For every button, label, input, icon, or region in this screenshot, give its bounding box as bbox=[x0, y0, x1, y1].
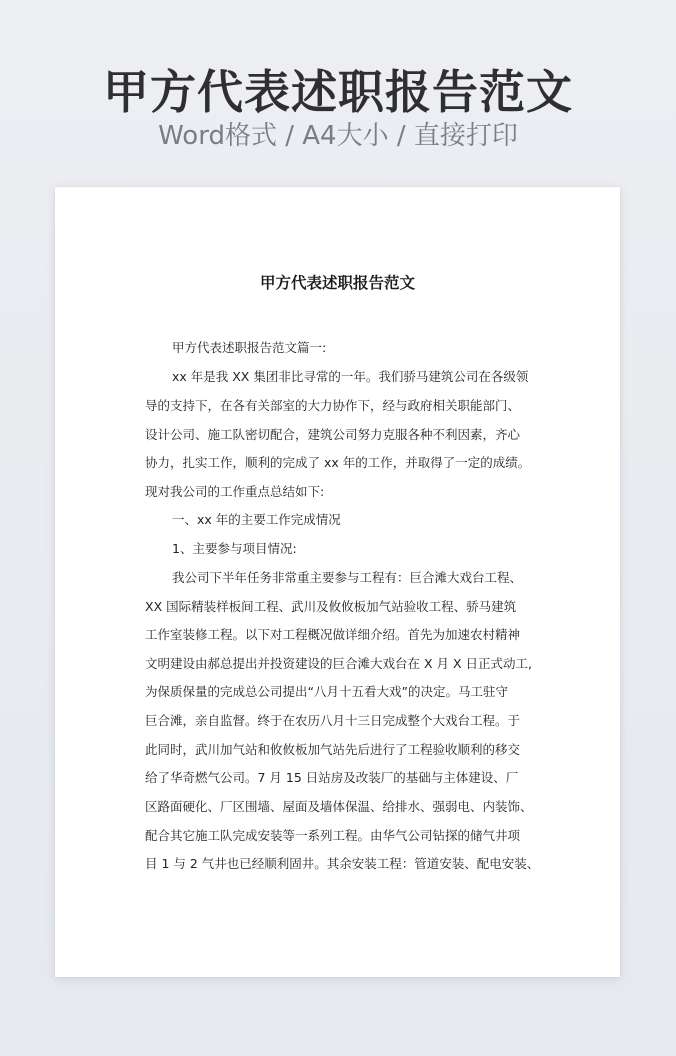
banner bbox=[0, 0, 676, 180]
paragraph-line: 区路面硬化、厂区围墙、屋面及墙体保温、给排水、强弱电、内装饰、 bbox=[145, 799, 533, 814]
banner-subtitle: Word格式 / A4大小 / 直接打印 bbox=[158, 121, 518, 151]
paragraph-line: 配合其它施工队完成安装等一系列工程。由华气公司钻探的储气井项 bbox=[145, 828, 521, 843]
paragraph-line: 协力，扎实工作，顺利的完成了 xx 年的工作，并取得了一定的成绩。 bbox=[145, 455, 531, 470]
paragraph-line: 导的支持下，在各有关部室的大力协作下，经与政府相关职能部门、 bbox=[145, 398, 521, 413]
paragraph-line: 巨合滩，亲自监督。终于在农历八月十三日完成整个大戏台工程。于 bbox=[145, 713, 521, 728]
banner-title: 甲方代表述职报告范文 bbox=[103, 65, 573, 119]
paragraph-line: 甲方代表述职报告范文篇一: bbox=[172, 340, 327, 355]
paragraph-line: 文明建设由郝总提出并投资建设的巨合滩大戏台在 X 月 X 日正式动工, bbox=[145, 656, 532, 671]
subsection-heading: 1、主要参与项目情况: bbox=[172, 541, 297, 556]
paragraph-line: 此同时，武川加气站和攸攸板加气站先后进行了工程验收顺利的移交 bbox=[145, 742, 521, 757]
paragraph-line: 我公司下半年任务非常重主要参与工程有：巨合滩大戏台工程、 bbox=[172, 570, 523, 585]
paragraph-line: xx 年是我 XX 集团非比寻常的一年。我们骄马建筑公司在各级领 bbox=[172, 369, 529, 384]
paragraph-line: 为保质保量的完成总公司提出“八月十五看大戏”的决定。马工驻守 bbox=[145, 684, 508, 699]
document-page bbox=[55, 187, 620, 977]
document-title: 甲方代表述职报告范文 bbox=[259, 274, 415, 292]
paragraph-line: 现对我公司的工作重点总结如下: bbox=[145, 484, 325, 499]
section-heading: 一、xx 年的主要工作完成情况 bbox=[172, 512, 341, 527]
paragraph-line: XX 国际精装样板间工程、武川及攸攸板加气站验收工程、骄马建筑 bbox=[145, 599, 517, 614]
paragraph-line: 工作室装修工程。以下对工程概况做详细介绍。首先为加速农村精神 bbox=[145, 627, 521, 642]
paragraph-line: 给了华奇燃气公司。7 月 15 日站房及改装厂的基础与主体建设、厂 bbox=[145, 770, 519, 785]
paragraph-line: 设计公司、施工队密切配合，建筑公司努力克服各种不利因素，齐心 bbox=[145, 427, 521, 442]
paragraph-line: 目 1 与 2 气井也已经顺利固井。其余安装工程：管道安装、配电安装、 bbox=[145, 856, 540, 871]
